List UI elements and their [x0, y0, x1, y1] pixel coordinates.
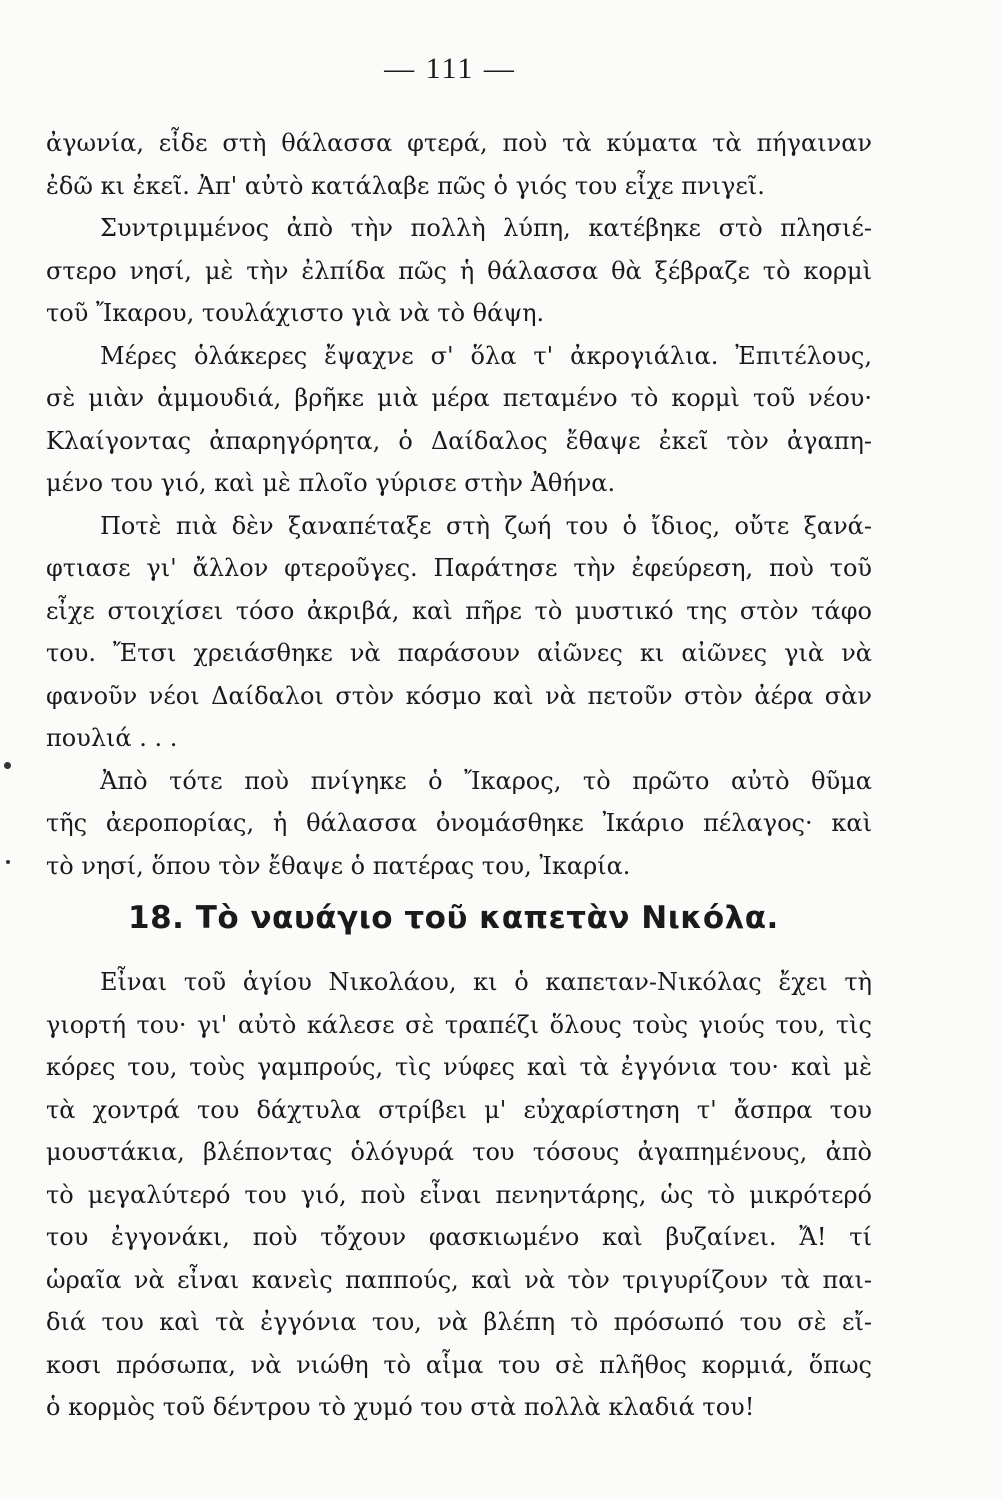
- text-line: ὁ κορμὸς τοῦ δέντρου τὸ χυμό του στὰ πολλὰ κλαδιά του!: [46, 1393, 755, 1421]
- text-line: διά του καὶ τὰ ἐγγόνια του, νὰ βλέπη τὸ πρόσωπό του σὲ εἴ-: [46, 1308, 872, 1336]
- text-line: φανοῦν νέοι Δαίδαλοι στὸν κόσμο καὶ νὰ πετοῦν στὸν ἀέρα σὰν: [46, 681, 872, 710]
- text-line: πουλιά . . .: [46, 724, 178, 752]
- text-line: Ποτὲ πιὰ δὲν ξαναπέταξε στὴ ζωή του ὁ ἴδιος, οὔτε ξανά-: [100, 511, 872, 540]
- text-line: Εἶναι τοῦ ἁγίου Νικολάου, κι ὁ καπεταν-Νικόλας ἔχει τὴ: [100, 968, 872, 996]
- section-icarus-text: [46, 122, 872, 887]
- chapter-heading: 18. Τὸ ναυάγιο τοῦ καπετὰν Νικόλα.: [128, 900, 779, 936]
- text-line: Ἀπὸ τότε ποὺ πνίγηκε ὁ Ἴκαρος, τὸ πρῶτο αὐτὸ θῦμα: [100, 766, 872, 795]
- text-line: φτιασε γι' ἄλλον φτεροῦγες. Παράτησε τὴν ἐφεύρεση, ποὺ τοῦ: [46, 554, 872, 582]
- ink-speck: [6, 860, 10, 864]
- text-line: γιορτή του· γι' αὐτὸ κάλεσε σὲ τραπέζι ὅλους τοὺς γιούς του, τὶς: [46, 1010, 872, 1039]
- text-line: ὡραῖα νὰ εἶναι κανεὶς παππούς, καὶ νὰ τὸν τριγυρίζουν τὰ παι-: [46, 1265, 872, 1294]
- section-nikolas-text: [46, 961, 872, 1429]
- text-line: Κλαίγοντας ἀπαρηγόρητα, ὁ Δαίδαλος ἔθαψε ἐκεῖ τὸν ἀγαπη-: [46, 426, 872, 455]
- text-line: μένο του γιό, καὶ μὲ πλοῖο γύρισε στὴν Ἀθήνα.: [46, 469, 616, 497]
- page-number: — 111 —: [384, 52, 516, 85]
- text-line: στερο νησί, μὲ τὴν ἐλπίδα πῶς ἡ θάλασσα θὰ ξέβραζε τὸ κορμὶ: [46, 256, 872, 285]
- text-line: του. Ἔτσι χρειάσθηκε νὰ παράσουν αἰῶνες κι αἰῶνες γιὰ νὰ: [46, 639, 872, 667]
- text-line: τὸ νησί, ὅπου τὸν ἔθαψε ὁ πατέρας του, Ἰκαρία.: [46, 851, 631, 880]
- text-line: κοσι πρόσωπα, νὰ νιώθη τὸ αἷμα του σὲ πλῆθος κορμιά, ὅπως: [46, 1350, 872, 1379]
- text-line: κόρες του, τοὺς γαμπρούς, τὶς νύφες καὶ τὰ ἐγγόνια του· καὶ μὲ: [46, 1053, 872, 1081]
- text-line: τοῦ Ἴκαρου, τουλάχιστο γιὰ νὰ τὸ θάψη.: [46, 299, 545, 327]
- text-line: μουστάκια, βλέποντας ὁλόγυρά του τόσους ἀγαπημένους, ἀπὸ: [46, 1138, 872, 1166]
- text-line: ἀγωνία, εἶδε στὴ θάλασσα φτερά, ποὺ τὰ κύματα τὰ πήγαιναν: [46, 129, 872, 157]
- text-line: σὲ μιὰν ἀμμουδιά, βρῆκε μιὰ μέρα πεταμένο τὸ κορμὶ τοῦ νέου·: [46, 384, 872, 412]
- ink-speck: [4, 762, 11, 769]
- text-line: Μέρες ὁλάκερες ἔψαχνε σ' ὅλα τ' ἀκρογιάλια. Ἐπιτέλους,: [100, 341, 872, 370]
- text-line: τὸ μεγαλύτερό του γιό, ποὺ εἶναι πενηντάρης, ὡς τὸ μικρότερό: [46, 1180, 872, 1209]
- text-line: Συντριμμένος ἀπὸ τὴν πολλὴ λύπη, κατέβηκε στὸ πλησιέ-: [100, 214, 872, 242]
- text-line: του ἐγγονάκι, ποὺ τὄχουν φασκιωμένο καὶ βυζαίνει. Ἄ! τί: [46, 1223, 872, 1251]
- text-line: εἶχε στοιχίσει τόσο ἀκριβά, καὶ πῆρε τὸ μυστικό της στὸν τάφο: [46, 596, 872, 625]
- text-line: ἐδῶ κι ἐκεῖ. Ἀπ' αὐτὸ κατάλαβε πῶς ὁ γιός του εἶχε πνιγεῖ.: [46, 171, 765, 200]
- text-line: τὰ χοντρά του δάχτυλα στρίβει μ' εὐχαρίστηση τ' ἄσπρα του: [46, 1095, 872, 1124]
- text-line: τῆς ἀεροπορίας, ἡ θάλασσα ὀνομάσθηκε Ἰκάριο πέλαγος· καὶ: [46, 809, 872, 837]
